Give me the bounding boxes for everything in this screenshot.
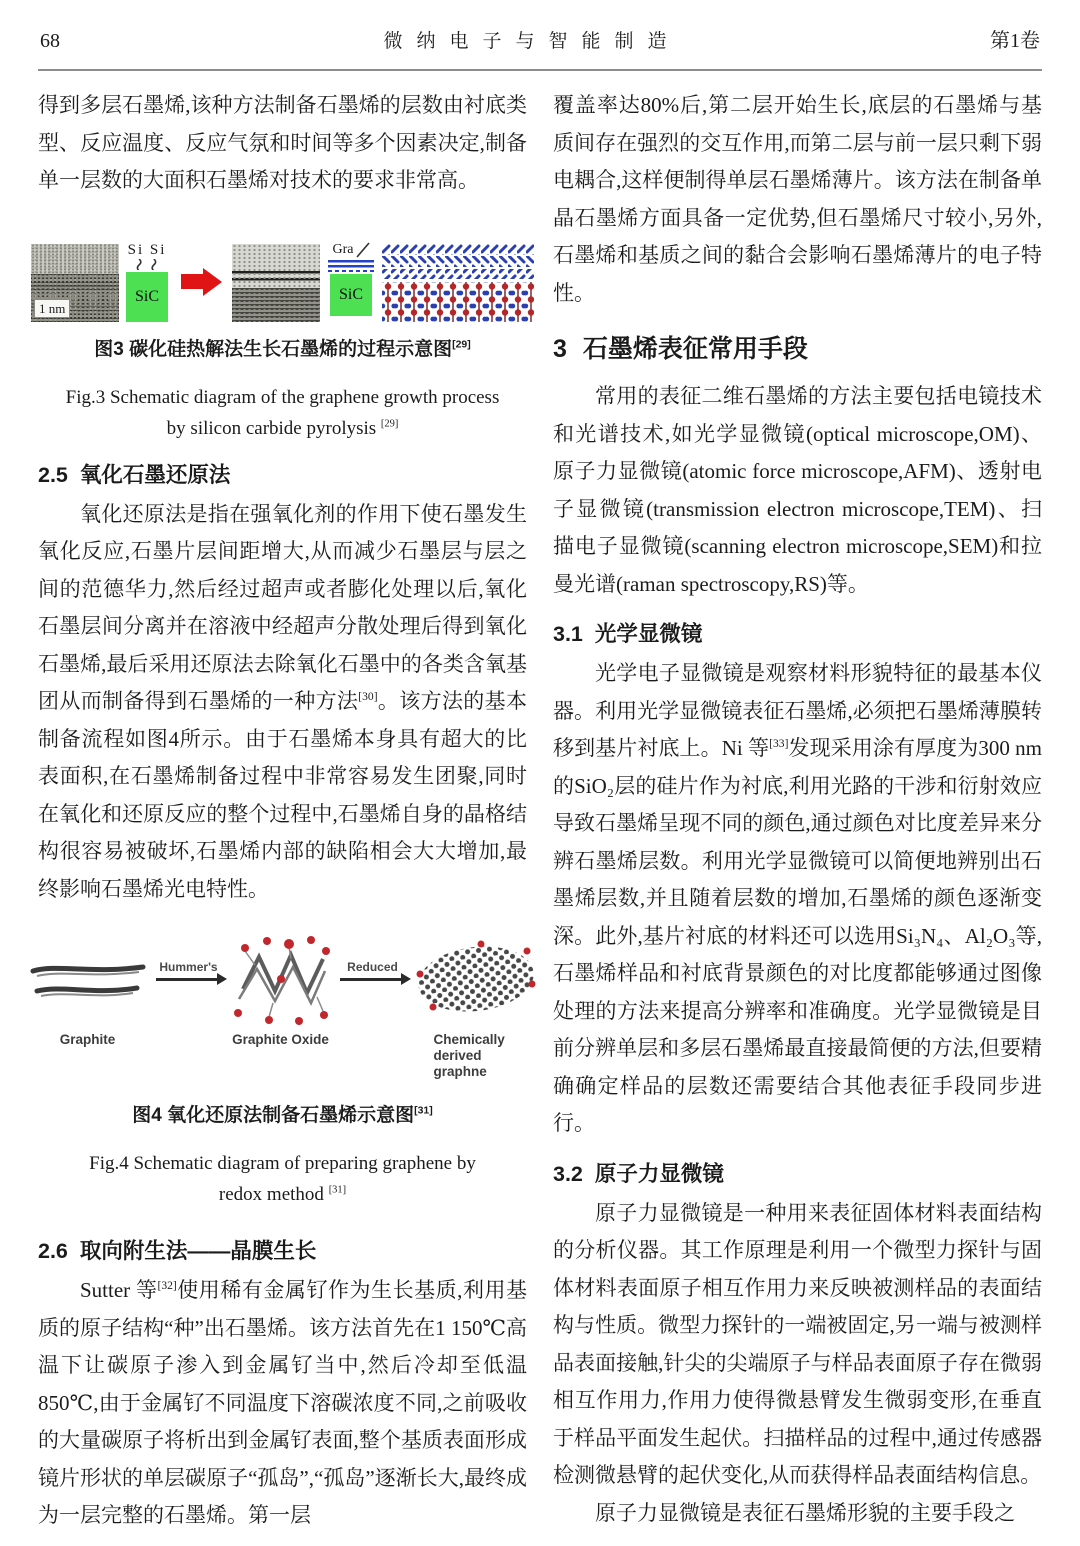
figure4-caption-zh: 图4 氧化还原法制备石墨烯示意图[31]: [132, 1105, 433, 1126]
figure-3: [39, 241, 523, 322]
page-number: 68: [40, 30, 60, 52]
section-title: 取向附生法——晶膜生长: [79, 1239, 317, 1263]
arrow-shaft: [181, 274, 203, 289]
atomic-model: [382, 244, 534, 322]
paragraph-3-2-a: 原子力显微镜是一种用来表征固体材料表面结构的分析仪器。其工作原理是利用一个微型力探针与固体材料表面原子相互作用力来反映被测样品的表面结构与性质。微型力探针的一端被固定,另一端与被测样品表面接触,针尖的尖端原子与样品表面原子存在微弱相互作用力,作用力使得微悬臂发生微弱变形,在垂直于样品平面发生起伏。扫描样品的过程中,通过传感器检测微悬臂的起伏变化,从而获得样品表面结构信息。: [553, 1200, 1042, 1487]
si-atoms-label: Si Si: [127, 241, 167, 258]
two-column-body: [38, 87, 1042, 1535]
arrow-reduced: [340, 960, 406, 981]
graphene-on-sic: [325, 242, 377, 322]
scale-bar-label: 1 nm: [34, 299, 70, 318]
sic-substrate-before: [124, 242, 170, 322]
graphite-oxide-svg: [229, 931, 333, 1027]
graphite-sketch: [27, 930, 149, 1028]
section-number: 2.6: [38, 1239, 68, 1263]
graphene-layers-lines: [328, 260, 374, 273]
sic-block-label: SiC: [338, 285, 363, 303]
tem-image-after: [232, 244, 320, 322]
reduced-arrow-icon: [340, 978, 402, 981]
paragraph-2-6: Sutter 等[32]使用稀有金属钌作为生长基质,利用基质的原子结构“种”出石墨烯。该方法首先在1 150℃高温下让碳原子渗入到金属钌当中,然后冷却至低温850℃,由于金属钌不同温度下溶碳浓度不同,之前吸收的大量碳原子将析出到金属钌表面,整个基质表面形成镜片形状的单层碳原子“孤岛”,“孤岛”逐渐长大,最终成为一层完整的石墨烯。第一层: [38, 1278, 528, 1527]
graphite-sketch-svg: [27, 947, 149, 1011]
section-number: 2.5: [38, 462, 68, 487]
section-heading-3: [553, 332, 1042, 366]
graphite-label: Graphite: [59, 1032, 116, 1047]
graphene-flake-model: [413, 930, 539, 1028]
section-heading-3-2: [553, 1159, 1042, 1189]
figure4-caption-en-line2: redox method [31]: [218, 1184, 347, 1205]
gra-label-row: [333, 242, 370, 258]
journal-title: 微纳电子与智能制造: [383, 31, 681, 52]
si-desorption-squiggle-icon: [132, 259, 162, 271]
section-title: 光学显微镜: [594, 622, 703, 646]
left-column: [38, 87, 527, 1535]
sic-block-before: [126, 272, 168, 321]
section-title: 石墨烯表征常用手段: [582, 335, 808, 363]
section-heading-2-5: [38, 460, 527, 490]
section-title: 原子力显微镜: [594, 1161, 724, 1186]
figure3-caption-zh: 图3 碳化硅热解法生长石墨烯的过程示意图[29]: [94, 338, 471, 360]
process-arrow-icon: [175, 268, 227, 296]
section-title: 氧化石墨还原法: [79, 462, 231, 487]
graphene-stage: [413, 930, 539, 1080]
paragraph-2-5: 氧化还原法是指在强氧化剂的作用下使石墨发生氧化反应,石墨片层间距增大,从而减少石墨层与层之间的范德华力,然后经过超声或者膨化处理以后,氧化石墨层间分离并在溶液中经超声分散处理后得到氧化石墨烯,最后采用还原法去除氧化石墨中的各类含氧基团从而制备得到石墨烯的一种方法[30]。该方法的基本制备流程如图4所示。由于石墨烯本身具有超大的比表面积,在石墨烯制备过程中非常容易发生团聚,同时在氧化和还原反应的整个过程中,石墨烯自身的晶格结构很容易被破坏,石墨烯内部的缺陷相会大大增加,最终影响石墨烯光电特性。: [38, 501, 528, 901]
graphene-flake-svg: [413, 938, 539, 1020]
figure-4: [38, 930, 527, 1088]
tem-image-before: [31, 244, 119, 322]
header-divider: [38, 69, 1042, 71]
hummers-label: Hummer's: [159, 960, 218, 974]
arrow-head: [203, 268, 222, 296]
sic-block-label: SiC: [134, 288, 159, 306]
paragraph-3-1: 光学电子显微镜是观察材料形貌特征的最基本仪器。利用光学显微镜表征石墨烯,必须把石墨烯薄膜转移到基片衬底上。Ni 等[33]发现采用涂有厚度为300 nm的SiO₂层的硅片作为衬底,利用光路的干涉和衍射效应导致石墨烯呈现不同的颜色,通过颜色对比度差异来分辨石墨烯层数。利用光学显微镜可以简便地辨别出石墨烯层数,并且随着层数的增加,石墨烯的颜色逐渐变深。此外,基片衬底的材料还可以选用Si₃N₄、Al₂O₃等,石墨烯样品和衬底背景颜色的对比度都能够通过图像处理的方法来提高分辨率和准确度。光学显微镜是目前分辨单层和多层石墨烯最直接最简便的方法,但要精确确定样品的层数还需要结合其他表征手段同步进行。: [553, 661, 1043, 1135]
page-header: [38, 16, 1042, 53]
paragraph-continuation: 覆盖率达80%后,第二层开始生长,底层的石墨烯与基质间存在强烈的交互作用,而第二层与前一层只剩下弱电耦合,这样便制得单层石墨烯薄片。该方法在制备单晶石墨烯方面具备一定优势,但石墨烯尺寸较小,另外,石墨烯和基质之间的黏合会影响石墨烯薄片的电子特性。: [553, 93, 1042, 305]
hummers-arrow-icon: [156, 978, 218, 981]
section-number: 3.1: [553, 622, 583, 646]
paragraph-3: 常用的表征二维石墨烯的方法主要包括电镜技术和光谱技术,如光学显微镜(optical microscope,OM)、原子力显微镜(atomic force microscope,AFM)、透射电子显微镜(transmission electron microscope,TEM)、扫描电子显微镜(scanning electron microscope,SEM)和拉曼光谱(raman spectroscopy,RS)等。: [553, 384, 1042, 596]
graphite-oxide-stage: [229, 930, 333, 1048]
figure3-caption-en-line1: Fig.3 Schematic diagram of the graphene growth process: [65, 386, 500, 408]
paragraph-intro: 得到多层石墨烯,该种方法制备石墨烯的层数由衬底类型、反应温度、反应气氛和时间等多个因素决定,制备单一层数的大面积石墨烯对技术的要求非常高。: [38, 93, 527, 192]
sic-block-after: [330, 274, 372, 316]
gra-label: Gra: [332, 241, 354, 257]
chemically-derived-label: Chemically derived graphne: [433, 1032, 505, 1079]
figure4-caption-en-line1: Fig.4 Schematic diagram of preparing graphene by: [89, 1153, 476, 1174]
reduced-label: Reduced: [347, 960, 398, 974]
section-heading-2-6: [38, 1236, 527, 1266]
section-number: 3: [553, 335, 567, 363]
graphite-oxide-model: [229, 930, 333, 1028]
section-number: 3.2: [553, 1161, 583, 1186]
arrow-hummers: [156, 960, 222, 981]
right-column: [553, 87, 1042, 1535]
paragraph-3-2-b: 原子力显微镜是表征石墨烯形貌的主要手段之: [595, 1500, 1015, 1525]
graphite-oxide-label: Graphite Oxide: [232, 1032, 329, 1047]
volume-label: 第1卷: [989, 30, 1040, 52]
gra-pointer-line-icon: [356, 242, 370, 258]
graphite-stage: [27, 930, 149, 1048]
section-heading-3-1: [553, 619, 1042, 649]
figure3-caption-en-line2: by silicon carbide pyrolysis [29]: [166, 417, 399, 439]
